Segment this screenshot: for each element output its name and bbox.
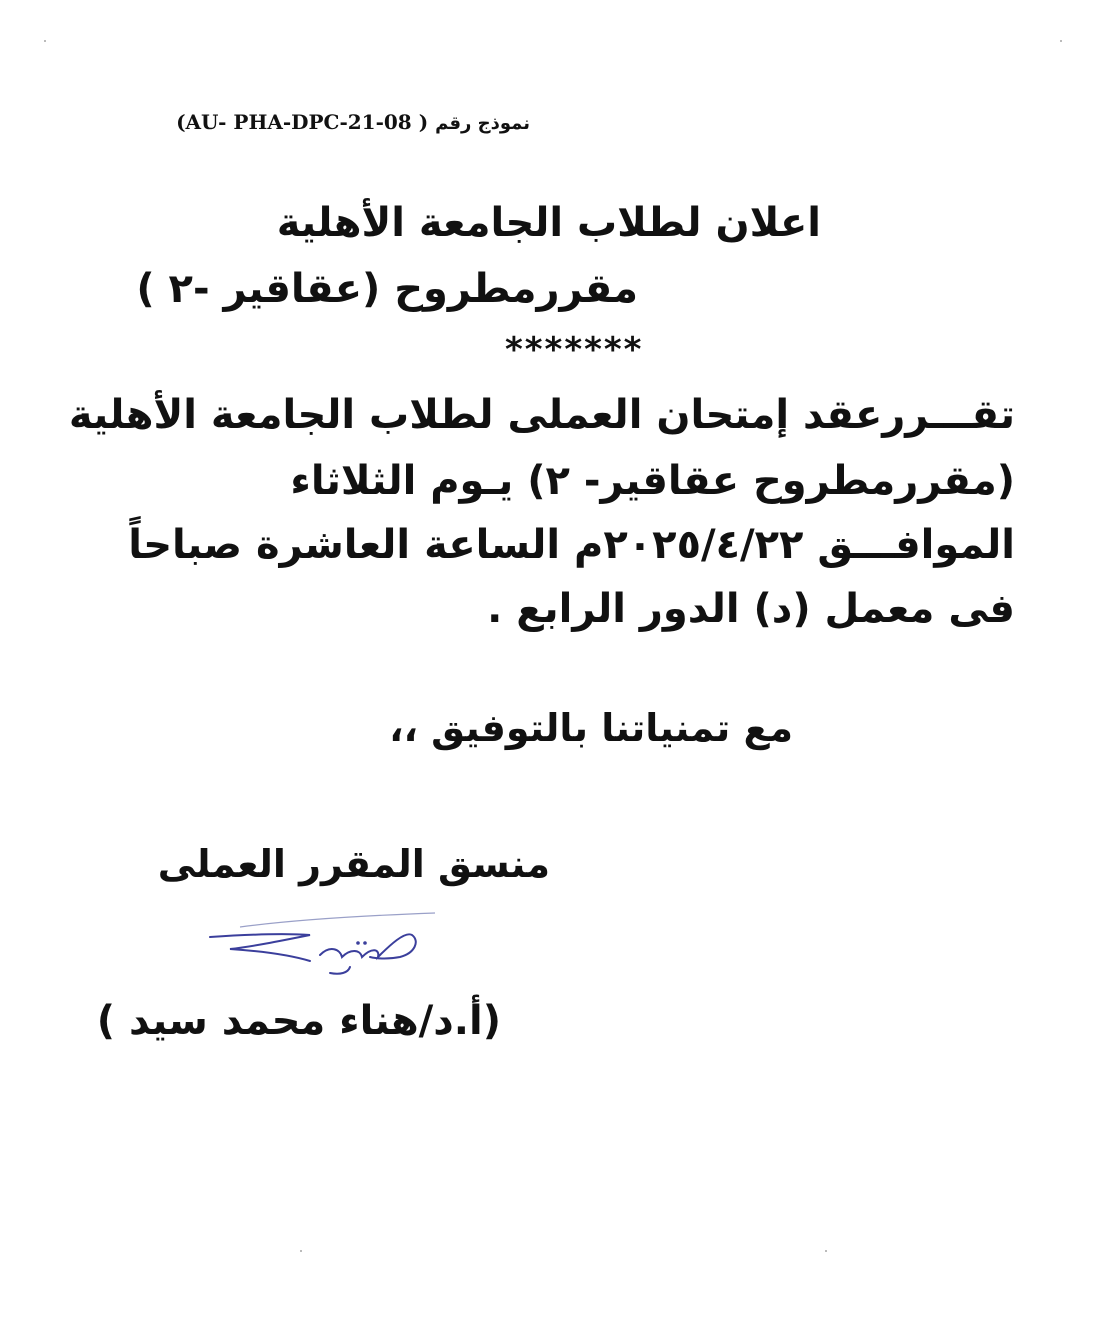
scan-speck [44, 40, 46, 42]
separator-stars: ******* [505, 330, 644, 370]
closing-wishes: مع تمنياتنا بالتوفيق ،، [389, 706, 793, 750]
body-line-3: الموافـــق ٢٠٢٥/٤/٢٢م الساعة العاشرة صباحاً [128, 522, 1015, 568]
body-line-2: (مقررمطروح عقاقير- ٢) يـوم الثلاثاء [290, 458, 1015, 504]
course-title: مقررمطروح (عقاقير -٢ ) [136, 266, 638, 312]
scan-speck [300, 1250, 302, 1252]
scan-speck [1060, 40, 1062, 42]
form-number-label: نموذج رقم [435, 113, 530, 134]
announcement-title: اعلان لطلاب الجامعة الأهلية [276, 200, 821, 246]
signatory-name: (أ.د/هناء محمد سيد ) [96, 998, 501, 1044]
coordinator-title: منسق المقرر العملى [157, 842, 550, 886]
form-number-code: ( AU- PHA-DPC-21-08) [176, 110, 429, 134]
scan-speck [825, 1250, 827, 1252]
form-number [150, 110, 530, 134]
handwritten-signature [200, 905, 450, 985]
body-line-1: تقـــررعقد إمتحان العملى لطلاب الجامعة الأهلية [68, 392, 1015, 438]
body-line-4: فى معمل (د) الدور الرابع . [487, 586, 1015, 632]
